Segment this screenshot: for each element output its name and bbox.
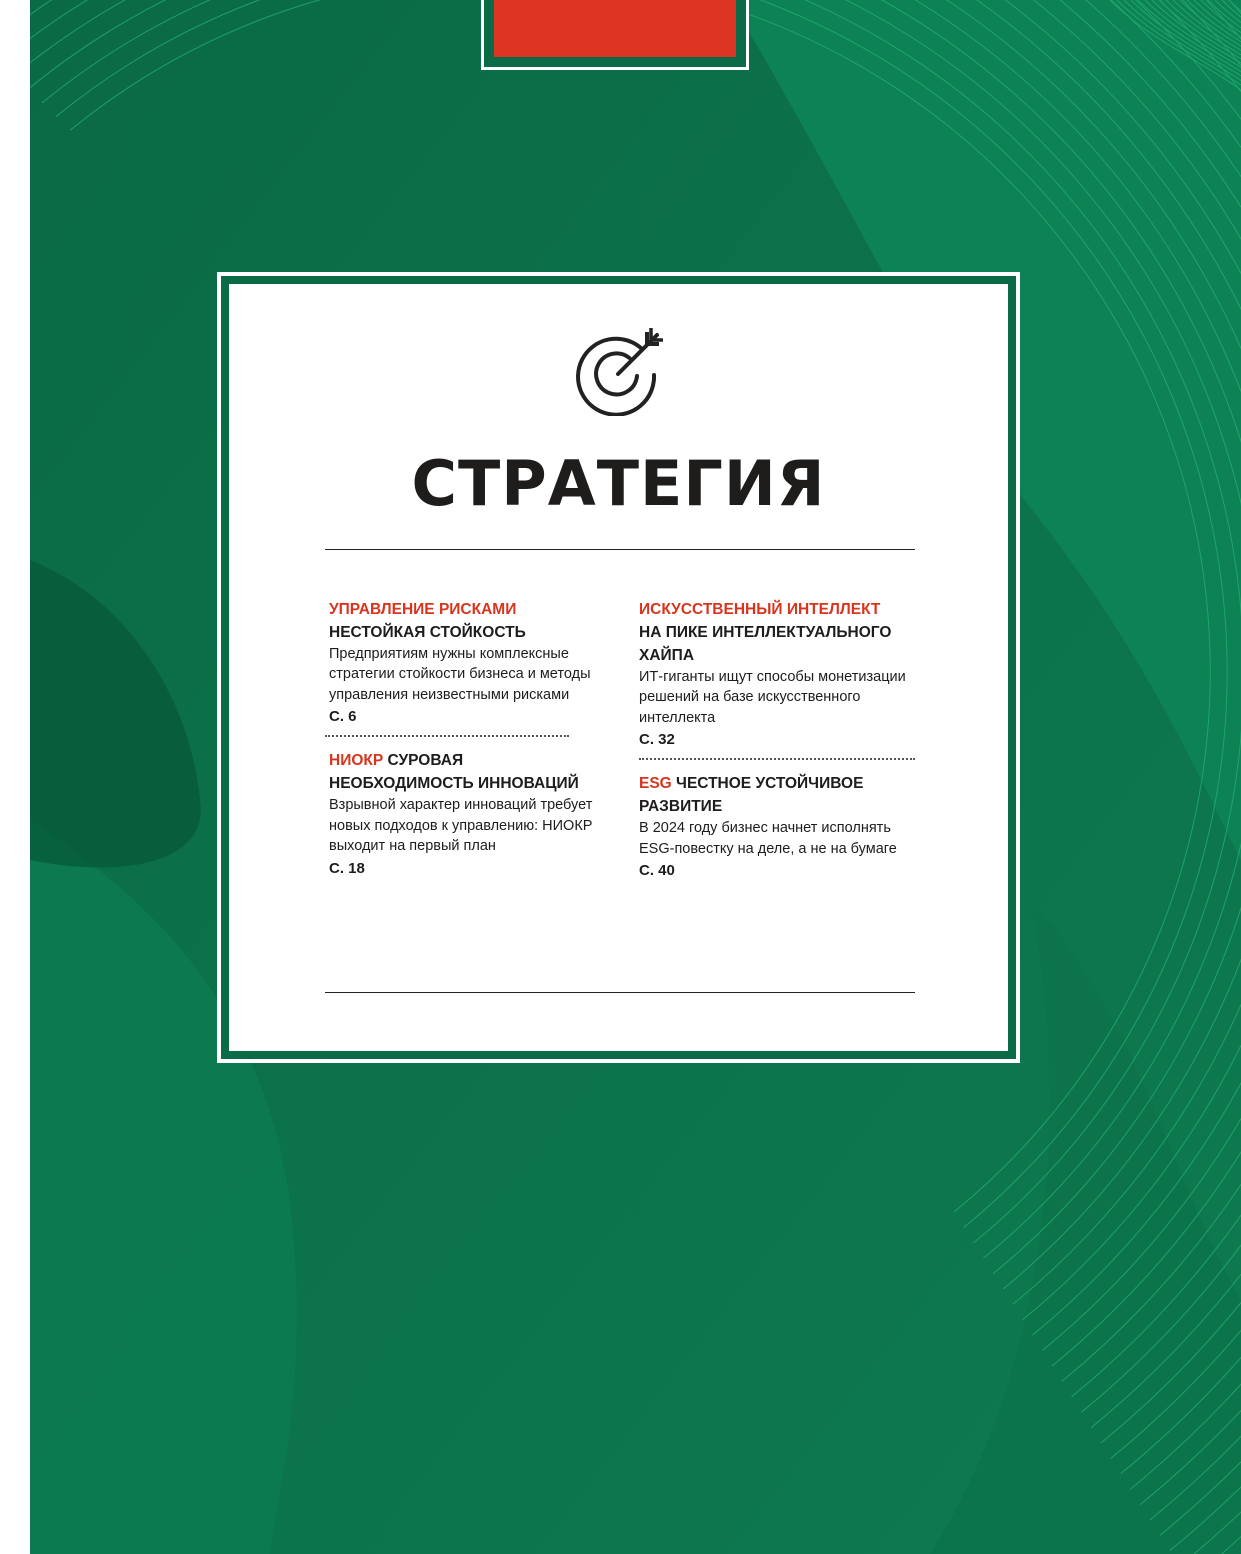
article-rubric: ИСКУССТВЕННЫЙ ИНТЕЛЛЕКТ — [639, 601, 881, 618]
article-page: С. 40 — [639, 862, 675, 879]
article-headline: ЧЕСТНОЕ УСТОЙЧИВОЕ РАЗВИТИЕ — [639, 775, 864, 815]
article-description: Предприятиям нужны комплексные стратегии стойкости бизнеса и методы управления неизвестными рисками — [329, 645, 591, 703]
article-rubric: НИОКР — [329, 752, 384, 769]
contents-card — [229, 284, 1008, 1051]
contents-column-right — [639, 600, 919, 882]
article-headline: НА ПИКЕ ИНТЕЛЛЕКТУАЛЬНОГО ХАЙПА — [639, 623, 892, 664]
divider-top — [325, 549, 915, 550]
article-description: Взрывной характер инноваций требует новых подходов к управлению: НИОКР выходит на первый план — [329, 797, 593, 854]
article-item[interactable] — [329, 600, 609, 728]
article-item[interactable] — [639, 600, 919, 751]
article-page: С. 18 — [329, 859, 365, 877]
article-description: ИТ-гиганты ищут способы монетизации решений на базе искусственного интеллекта — [639, 668, 906, 726]
dotted-divider — [639, 758, 915, 760]
article-headline: НЕСТОЙКАЯ СТОЙКОСТЬ — [329, 623, 526, 641]
top-red-tab — [481, 0, 749, 70]
article-rubric: УПРАВЛЕНИЕ РИСКАМИ — [329, 601, 517, 618]
article-page: С. 32 — [639, 731, 675, 748]
article-description: В 2024 году бизнес начнет исполнять ESG-повестку на деле, а не на бумаге — [639, 820, 897, 857]
article-headline-line — [329, 749, 609, 795]
article-item[interactable] — [639, 772, 919, 882]
article-headline: СУРОВАЯ НЕОБХОДИМОСТЬ ИННОВАЦИЙ — [329, 752, 579, 792]
target-arrow-icon — [573, 326, 665, 416]
article-rubric: ESG — [639, 775, 672, 792]
article-page: С. 6 — [329, 708, 357, 725]
article-headline-line — [639, 772, 919, 818]
article-item[interactable] — [329, 749, 609, 880]
contents-column-left — [329, 600, 609, 880]
divider-bottom — [325, 992, 915, 993]
dotted-divider — [325, 735, 569, 737]
section-title: СТРАТЕГИЯ — [411, 447, 826, 520]
